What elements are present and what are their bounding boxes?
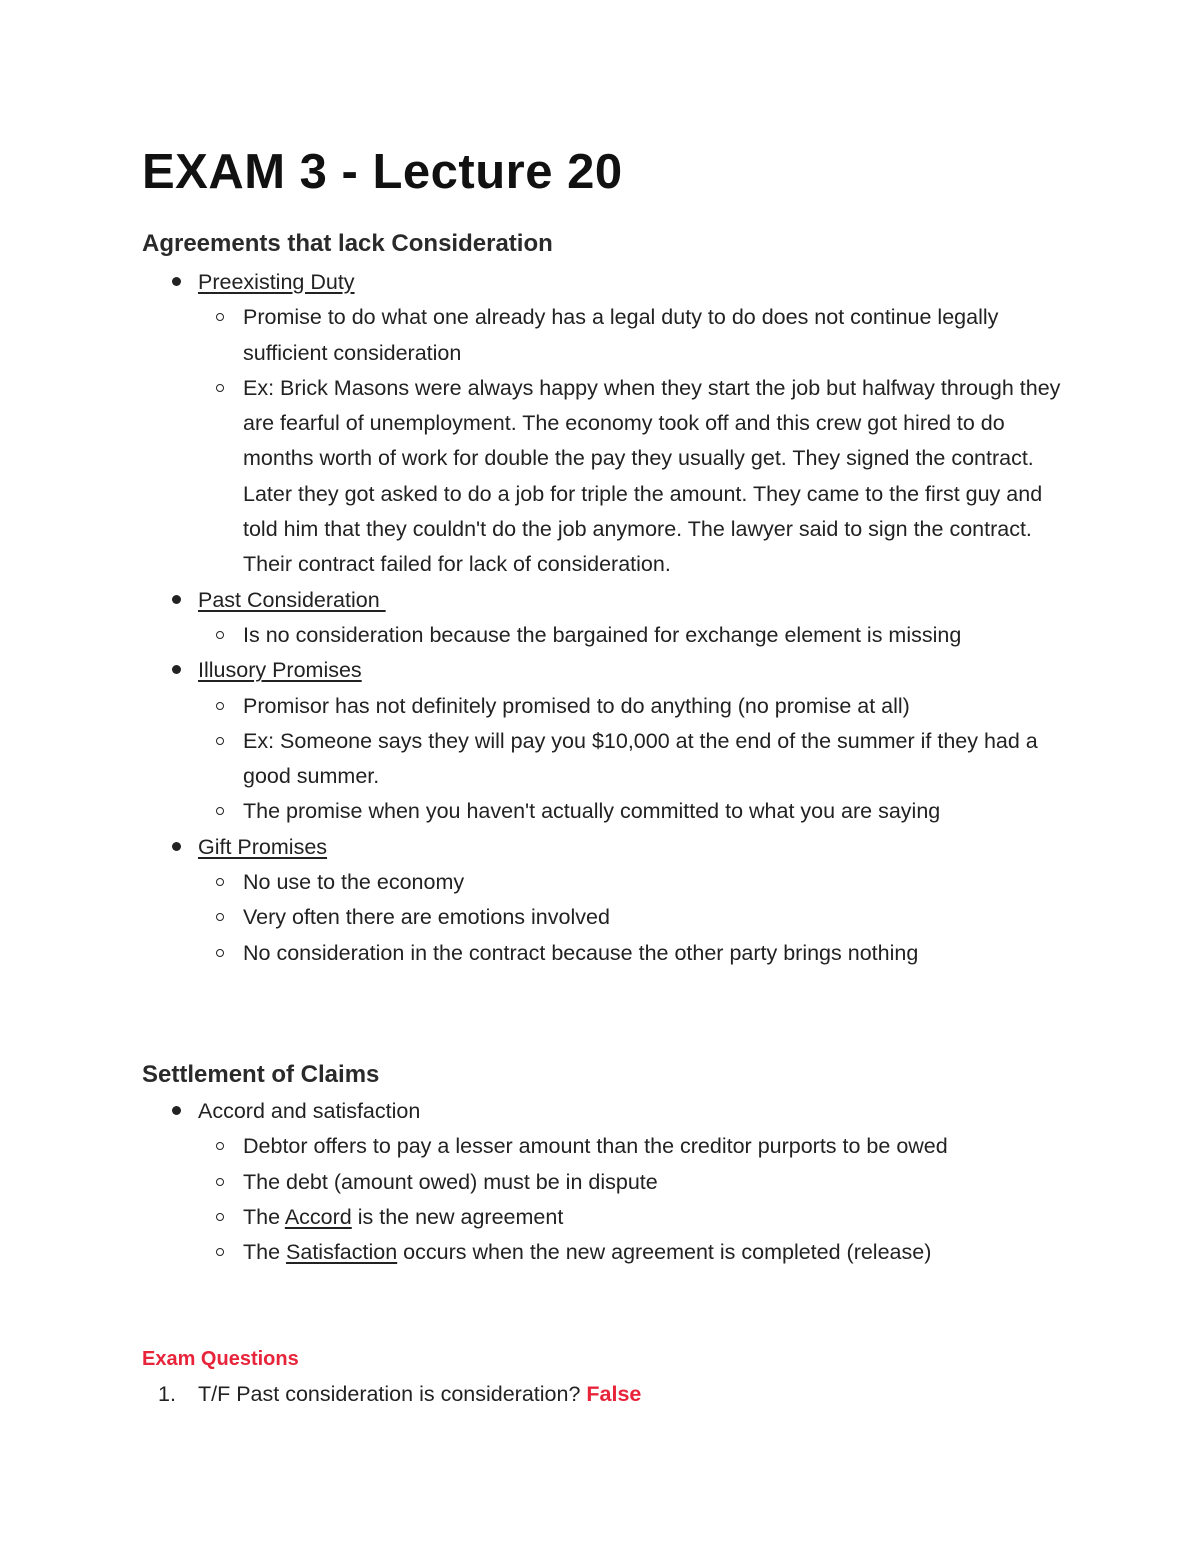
hollow-bullet-icon: [216, 807, 224, 815]
list-item-label: Illusory Promises: [198, 658, 362, 683]
exam-questions-list: [0, 1377, 1200, 1412]
question-number: 1.: [158, 1382, 176, 1406]
list-subitem: Debtor offers to pay a lesser amount than the creditor purports to be owed: [0, 1129, 1063, 1164]
hollow-bullet-icon: [216, 313, 224, 321]
hollow-bullet-icon: [216, 913, 224, 921]
hollow-bullet-icon: [216, 878, 224, 886]
list-item-label: Past Consideration: [198, 587, 386, 612]
list-item-gift-promises: [0, 830, 1200, 971]
term-satisfaction: Satisfaction: [286, 1240, 398, 1265]
list-subitem: The debt (amount owed) must be in dispute: [0, 1165, 1063, 1200]
hollow-bullet-icon: [216, 384, 224, 392]
consideration-list: [0, 265, 1200, 971]
list-subitem: The Accord is the new agreement: [0, 1200, 1063, 1235]
list-subitem: No use to the economy: [0, 865, 1063, 900]
list-item-illusory-promises: [0, 653, 1200, 829]
section-heading-consideration: Agreements that lack Consideration: [142, 230, 553, 257]
exam-questions-heading: Exam Questions: [142, 1348, 299, 1370]
list-subitem: The promise when you haven't actually committed to what you are saying: [0, 794, 1063, 829]
list-item-label: Gift Promises: [198, 834, 328, 859]
bullet-icon: [172, 665, 181, 674]
question-text: T/F Past consideration is consideration?: [198, 1382, 587, 1406]
list-item-accord-satisfaction: [0, 1094, 1200, 1270]
term-accord: Accord: [284, 1204, 352, 1229]
list-subitem: Promise to do what one already has a legal duty to do does not continue legally sufficient consideration: [0, 300, 1063, 371]
page-title: EXAM 3 - Lecture 20: [142, 145, 623, 199]
hollow-bullet-icon: [216, 1213, 224, 1221]
hollow-bullet-icon: [216, 1142, 224, 1150]
settlement-list: [0, 1094, 1200, 1270]
list-subitem: Very often there are emotions involved: [0, 900, 1063, 935]
hollow-bullet-icon: [216, 1178, 224, 1186]
hollow-bullet-icon: [216, 949, 224, 957]
list-item-past-consideration: [0, 583, 1200, 654]
list-item-label: Preexisting Duty: [198, 270, 355, 294]
question-answer: False: [586, 1382, 642, 1406]
hollow-bullet-icon: [216, 737, 224, 745]
list-item-preexisting-duty: [0, 265, 1200, 583]
hollow-bullet-icon: [216, 702, 224, 710]
bullet-icon: [172, 1106, 181, 1115]
hollow-bullet-icon: [216, 631, 224, 639]
bullet-icon: [172, 277, 181, 286]
list-subitem: The Satisfaction occurs when the new agreement is completed (release): [0, 1235, 1063, 1270]
bullet-icon: [172, 842, 181, 851]
list-subitem: Promisor has not definitely promised to do anything (no promise at all): [0, 689, 1063, 724]
list-subitem: Ex: Brick Masons were always happy when they start the job but halfway through they are fearful of unemployment. The economy took off and this crew got hired to do months worth of work for double the pay they usually get. They signed the contract. Later they got asked to do a job for triple the amount. They came to the first guy and told him that they couldn't do the job anymore. The lawyer said to sign the contract. Their contract failed for lack of consideration.: [0, 371, 1063, 583]
list-subitem: No consideration in the contract because the other party brings nothing: [0, 936, 1063, 971]
hollow-bullet-icon: [216, 1248, 224, 1256]
list-subitem: Is no consideration because the bargained for exchange element is missing: [0, 618, 1063, 653]
section-heading-settlement: Settlement of Claims: [142, 1061, 380, 1088]
list-item-label: Accord and satisfaction: [198, 1099, 421, 1123]
list-subitem: Ex: Someone says they will pay you $10,000 at the end of the summer if they had a good summer.: [0, 724, 1063, 795]
bullet-icon: [172, 595, 181, 604]
exam-question: [0, 1377, 1200, 1412]
